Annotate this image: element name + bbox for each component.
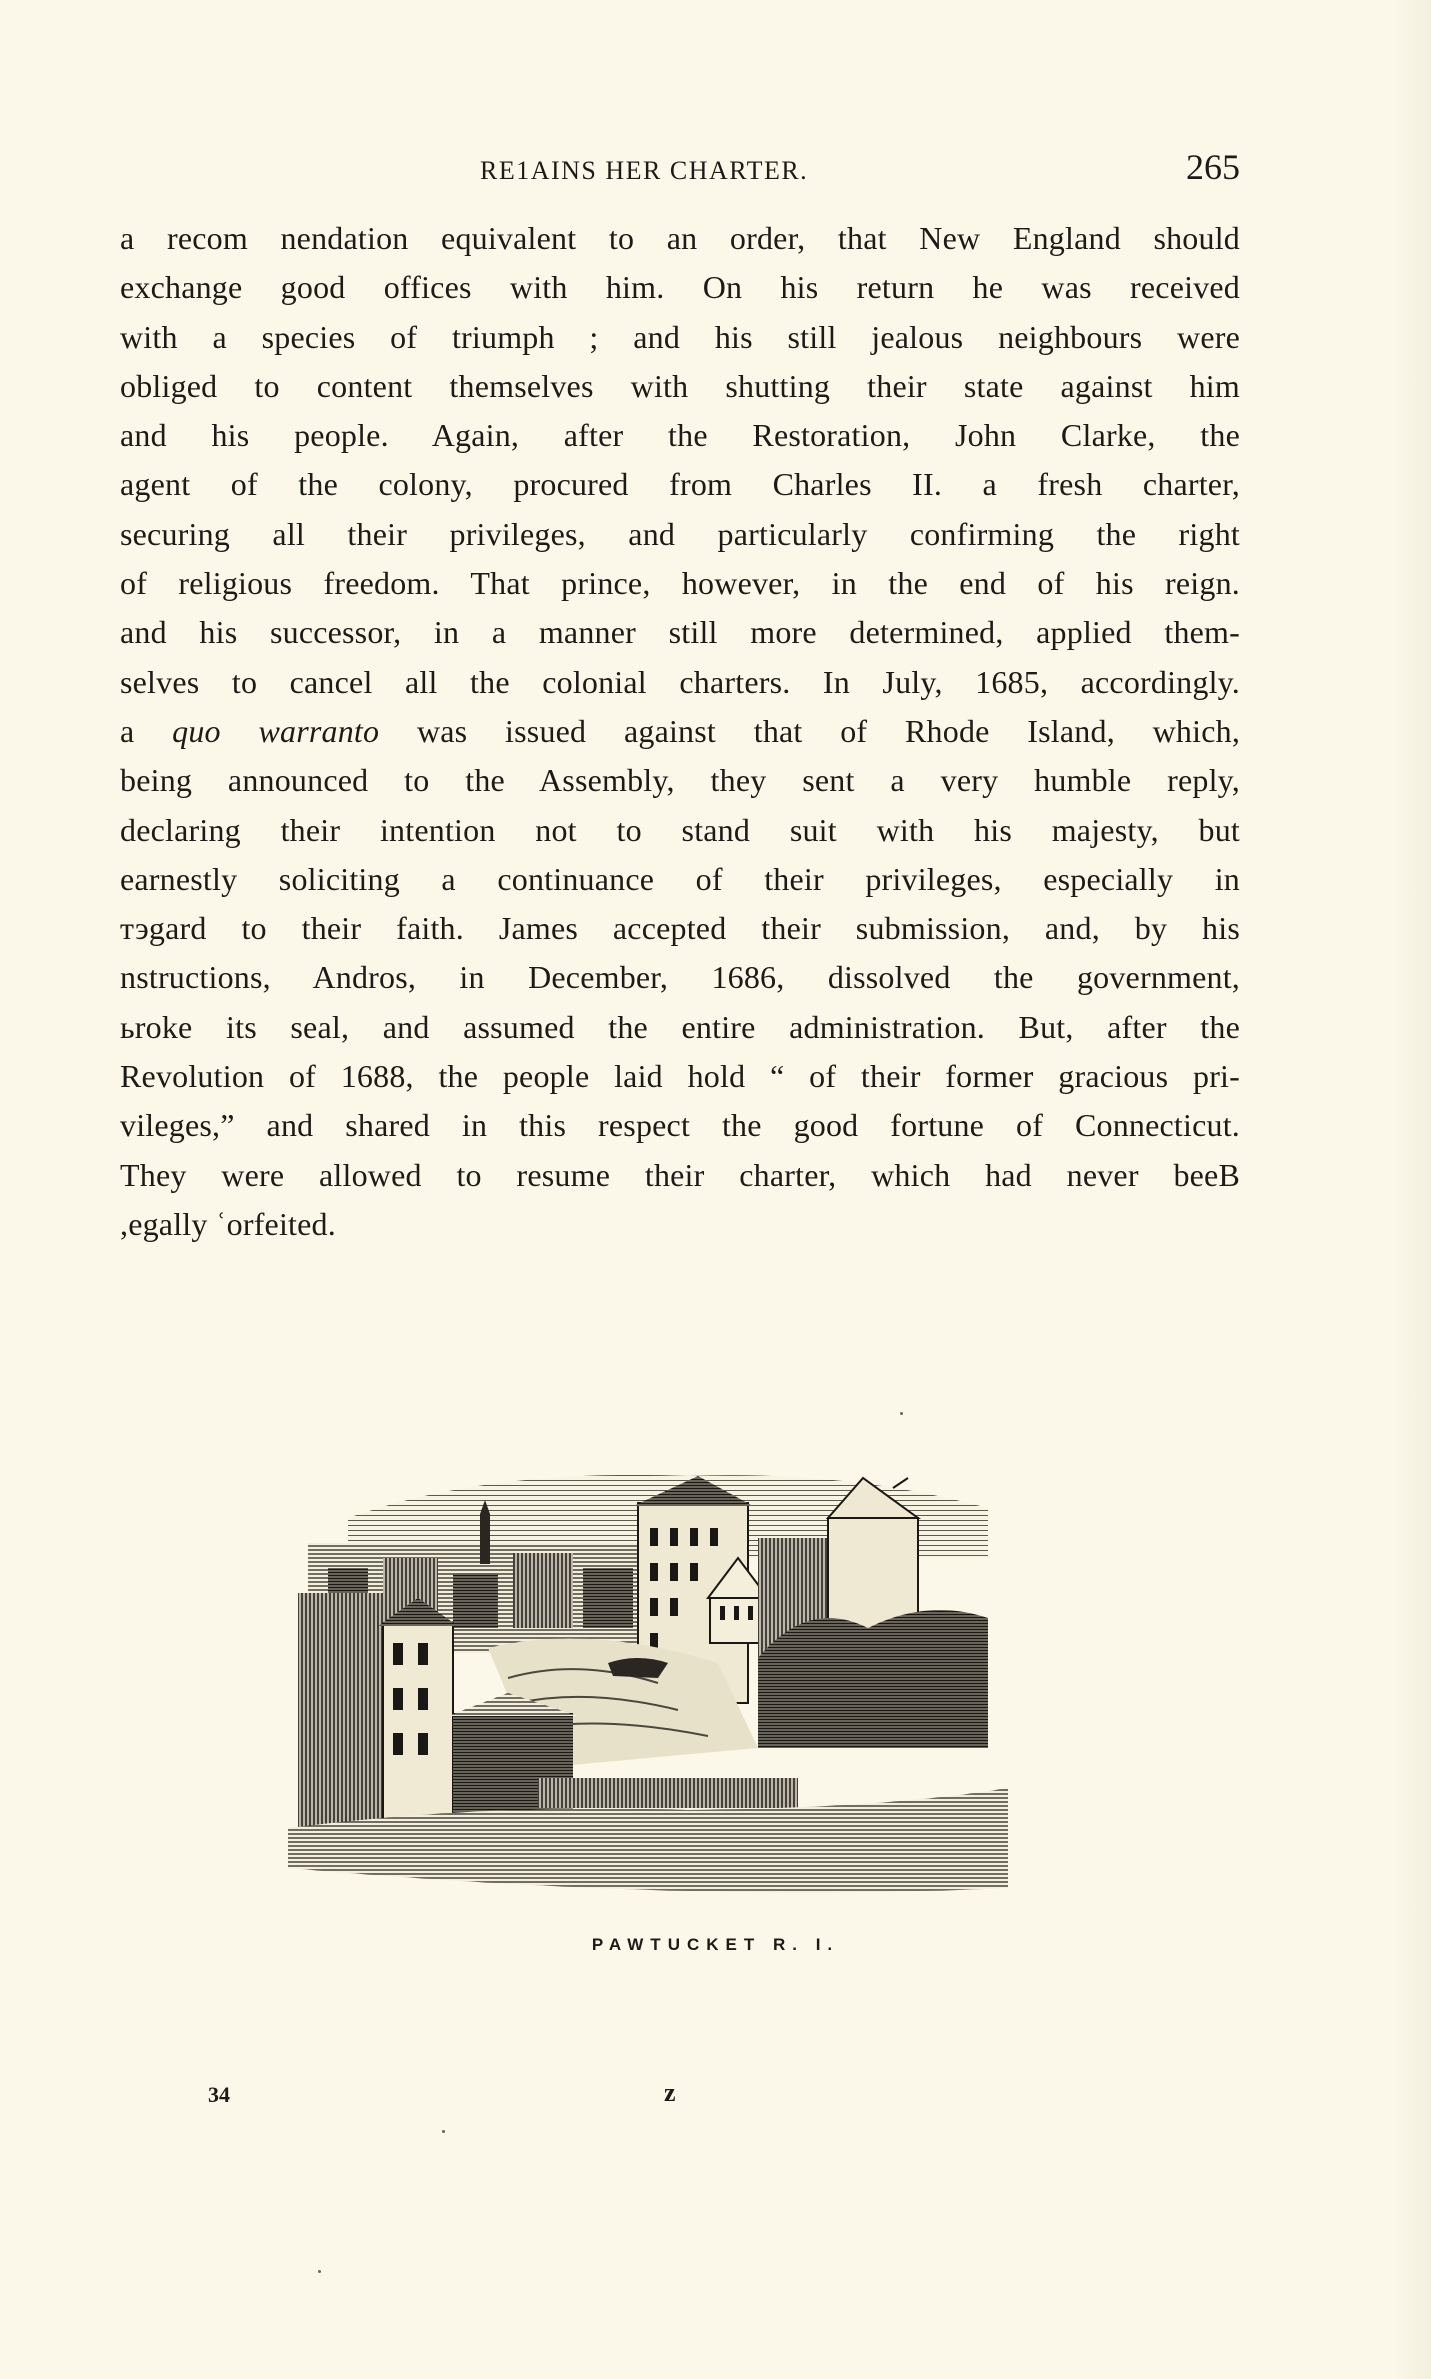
trees — [758, 1610, 988, 1748]
text-line-17: ьroke its seal, and assumed the entire administration. But, after the — [120, 1008, 1240, 1045]
illustration-caption: PAWTUCKET R. I. — [591, 1935, 840, 1954]
body-text — [120, 214, 1240, 1249]
sheet-mark: z — [664, 2078, 676, 2107]
running-head: RE1AINS HER CHARTER. — [480, 156, 809, 185]
text-line-11-start: a — [120, 712, 135, 749]
text-line-18: Revolution of 1688, the people laid hold “ of their former gracious pri- — [120, 1058, 1240, 1095]
text-line-9: and his successor, in a manner still more determined, applied them- — [120, 614, 1240, 651]
text-line-12: being announced to the Assembly, they sent a very humble reply, — [120, 762, 1240, 799]
signature-mark: 34 — [208, 2082, 230, 2107]
speck — [900, 1412, 903, 1415]
text-line-16: nstructions, Andros, in December, 1686, dissolved the government, — [120, 959, 1240, 996]
text-line-14: earnestly soliciting a continuance of their privileges, especially in — [120, 860, 1240, 897]
italic-phrase: quo warranto — [172, 712, 380, 749]
text-line-21: ,egally ʿorfeited. — [120, 1205, 336, 1242]
text-line-19: vileges,” and shared in this respect the good fortune of Connecticut. — [120, 1107, 1240, 1144]
text-line-4: obliged to content themselves with shutting their state against him — [120, 367, 1240, 404]
text-line-15: тэgard to their faith. James accepted their submission, and, by his — [120, 910, 1240, 947]
engraving-pawtucket — [288, 1448, 1058, 1893]
text-line-1: a recom nendation equivalent to an order, that New England should — [120, 220, 1240, 256]
fence — [538, 1778, 798, 1808]
text-line-3: with a species of triumph ; and his still jealous neighbours were — [120, 318, 1240, 355]
left-mill — [298, 1593, 383, 1843]
text-line-11-rest: was issued against that of Rhode Island, which, — [416, 712, 1241, 749]
text-line-11 — [120, 707, 1240, 756]
text-line-13: declaring their intention not to stand suit with his majesty, but — [120, 811, 1240, 848]
text-line-6: agent of the colony, procured from Charles II. a fresh charter, — [120, 466, 1240, 503]
text-line-2: exchange good offices with him. On his return he was received — [120, 269, 1240, 306]
text-line-5: and his people. Again, after the Restoration, John Clarke, the — [120, 417, 1240, 454]
speck — [318, 2270, 321, 2273]
text-line-7: securing all their privileges, and particularly confirming the right — [120, 515, 1240, 552]
text-line-10: selves to cancel all the colonial charters. In July, 1685, accordingly. — [120, 663, 1240, 700]
church-steeple — [480, 1514, 490, 1564]
page-header — [120, 142, 1240, 192]
page-edge-shadow — [1391, 0, 1431, 2379]
speck — [442, 2130, 445, 2133]
text-line-20: They were allowed to resume their charter, which had never beeB — [120, 1156, 1240, 1193]
page-number: 265 — [1186, 147, 1240, 187]
text-line-8: of religious freedom. That prince, however, in the end of his reign. — [120, 565, 1240, 602]
